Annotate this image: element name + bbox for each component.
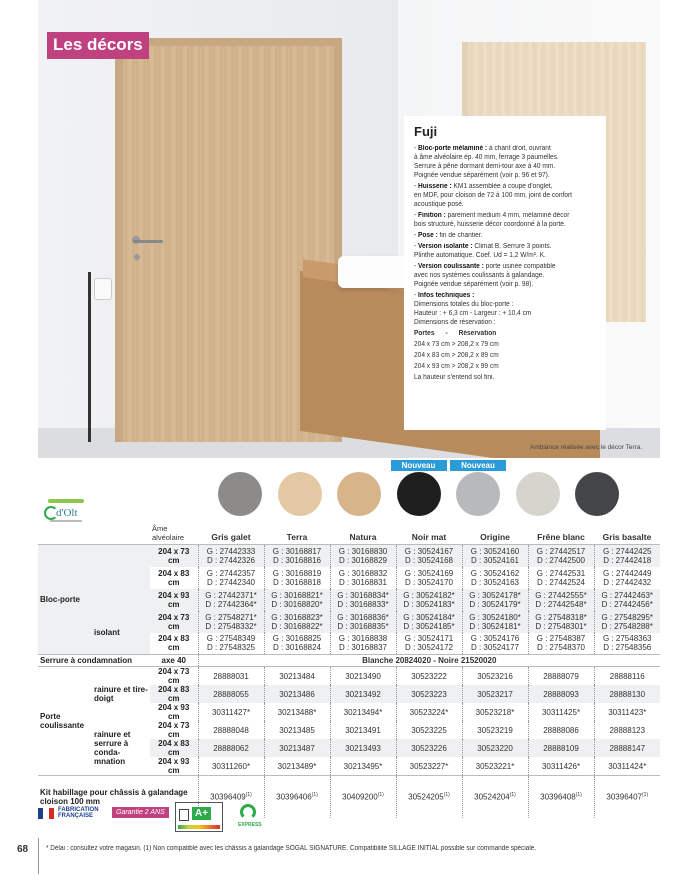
logo-underline (50, 520, 82, 522)
table-cell (396, 776, 462, 818)
table-cell (330, 776, 396, 818)
table-cell: G : 30168823* D : 30168822* (264, 611, 330, 633)
table-cell: 28888086 (528, 721, 594, 739)
color-swatches (150, 460, 660, 528)
kit-ref: 30396408 (540, 793, 576, 803)
kit-ref: 30524205 (408, 793, 444, 803)
column-header: Terra (286, 532, 308, 542)
table-cell: G : 27442357 D : 27442340 (198, 567, 264, 589)
axe-label: axe 40 (150, 655, 198, 667)
footnote-marker: (1) (509, 792, 516, 799)
product-spec-item: - Finition : parement medium 4 mm, mélaminé décor bois structuré, huisserie décor coordonné à la porte. (414, 212, 570, 228)
french-flag-icon (38, 808, 54, 819)
table-cell: 30523224* (396, 703, 462, 721)
spec-label: Version coulissante : (418, 263, 484, 270)
table-cell: 28888093 (528, 685, 594, 703)
page-title: Les décors (47, 32, 149, 59)
color-swatch (337, 472, 381, 516)
table-cell: 28888031 (198, 667, 264, 686)
logo-bar (48, 499, 84, 503)
table-cell: 30523226 (396, 739, 462, 757)
new-badge: Nouveau (391, 460, 447, 471)
spec-text: KM1 assemblée à coupe d'onglet, en MDF, pour cloison de 72 à 100 mm, joint de confort acoustique posé. (414, 183, 573, 208)
column-header: Frêne blanc (537, 532, 585, 542)
new-badge: Nouveau (450, 460, 506, 471)
table-cell: G : 30524169 D : 30524170 (396, 567, 462, 589)
kit-ref: 30396406 (276, 793, 312, 803)
table-cell: 30213494* (330, 703, 396, 721)
photo-caption: Ambiance réalisée avec le décor Terra. (530, 444, 643, 451)
fabrication-francaise: FABRICATION FRANÇAISE (58, 807, 99, 819)
table-row (38, 611, 660, 633)
reservation-row: 204 x 93 cm > 208,2 x 99 cm (414, 363, 499, 370)
keyhole (134, 254, 140, 260)
spec-text: Dimensions totales du bloc-porte : Hauteur : + 6,3 cm - Largeur : + 10,4 cm Dimensions de réservation : (414, 301, 532, 326)
row-size: 204 x 83 cm (158, 634, 190, 653)
footnote-marker: (1) (575, 792, 582, 799)
row-size: 204 x 93 cm (150, 589, 198, 611)
table-row (38, 721, 660, 739)
table-cell: G : 30524162 D : 30524163 (462, 567, 528, 589)
table-cell: 30523218* (462, 703, 528, 721)
table-cell: 30213490 (330, 667, 396, 686)
page-number: 68 (17, 844, 29, 855)
table-cell: G : 30168819 D : 30168818 (264, 567, 330, 589)
color-swatch (278, 472, 322, 516)
row-size: 204 x 93 cm (158, 703, 190, 721)
table-cell: G : 27442371* D : 27442364* (198, 589, 264, 611)
table-cell: G : 27442425 D : 27442418 (594, 545, 660, 567)
product-spec-item: - Version isolante : Climat B. Serrure 3 points. Plinthe automatique. Coef. Ud = 1,2 W/m². K. (414, 243, 552, 259)
group-label: Porte coulissante (38, 667, 92, 776)
table-cell: 30213489* (264, 757, 330, 776)
table-cell: G : 30524182* D : 30524183* (396, 589, 462, 611)
energy-label (175, 802, 223, 832)
row-size: 204 x 73 cm (158, 721, 190, 739)
table-cell: 30311425* (528, 703, 594, 721)
reservation-row: 204 x 73 cm > 208,2 x 79 cm (414, 341, 499, 348)
table-cell: G : 30168821* D : 30168820* (264, 589, 330, 611)
spec-text: parement medium 4 mm, mélaminé décor bois structuré, huisserie décor coordonné à la porte. (414, 212, 570, 228)
kit-ref: 30396407 (606, 793, 642, 803)
reservation-header: Portes - Réservation (414, 330, 497, 337)
table-cell: 30311423* (594, 703, 660, 721)
table-cell: 30213492 (330, 685, 396, 703)
table-cell: G : 30524171 D : 30524172 (396, 633, 462, 655)
table-cell: G : 30524178* D : 30524179* (462, 589, 528, 611)
table-cell: 30311427* (198, 703, 264, 721)
express-logo (238, 802, 260, 832)
table-cell: G : 27548363 D : 27548356 (594, 633, 660, 655)
table-row (38, 667, 660, 686)
footnote-marker: (1) (641, 792, 649, 799)
subgroup-label: rainure et tire-doigt (92, 667, 150, 722)
row-size: 204 x 73 cm (150, 667, 198, 686)
table-cell: G : 30524180* D : 30524181* (462, 611, 528, 633)
product-spec-item: - Version coulissante : porte usinée compatible avec nos systèmes coulissants à galandage. Poignée vendue séparément (voir p. 98). (414, 263, 556, 288)
serrure-refs: Blanche 20824020 - Noire 21520020 (198, 655, 660, 667)
table-cell: 30213491 (330, 721, 396, 739)
product-spec-item: - Huisserie : KM1 assemblée à coupe d'onglet, en MDF, pour cloison de 72 à 100 mm, joint de confort acoustique posé. (414, 183, 573, 208)
spec-text: fin de chantier. (437, 232, 483, 239)
table-cell: 30213493 (330, 739, 396, 757)
spec-text: à chant droit, ouvrant à âme alvéolaire ép. 40 mm, ferrage 3 paumelles. Serrure à pêne dormant demi-tour axe à 40 mm. Poignée vendue séparément (voir p. 96 et 97). (414, 145, 559, 179)
kit-ref: 30524204 (474, 793, 510, 803)
table-cell: 30523220 (462, 739, 528, 757)
product-spec-item: - Pose : fin de chantier. (414, 232, 483, 239)
table-cell: 28888147 (594, 739, 660, 757)
table-cell: 30523227* (396, 757, 462, 776)
express-text: EXPRESS (238, 822, 262, 828)
product-spec-item: - Infos techniques : Dimensions totales du bloc-porte : Hauteur : + 6,3 cm - Largeur : + 10,4 cm Dimensions de réservation : (414, 292, 532, 326)
toilet-paper-roll (94, 278, 112, 300)
table-cell: G : 27442333 D : 27442326 (198, 545, 264, 567)
table-cell: G : 30168838 D : 30168837 (330, 633, 396, 655)
core-label: Âme alvéolaire (152, 524, 185, 542)
color-swatch (516, 472, 560, 516)
table-cell: G : 27442449 D : 27442432 (594, 567, 660, 589)
table-cell: G : 30524160 D : 30524161 (462, 545, 528, 567)
table-cell: 30311424* (594, 757, 660, 776)
kit-ref: 30409200 (342, 793, 378, 803)
spec-text: Climat B. Serrure 3 points. Plinthe automatique. Coef. Ud = 1,2 W/m². K. (414, 243, 552, 259)
footnote-marker: (1) (443, 792, 450, 799)
group-label: Bloc-porte (38, 545, 92, 655)
table-cell: G : 27548295* D : 27548288* (594, 611, 660, 633)
table-cell: 30523222 (396, 667, 462, 686)
column-header: Gris basalte (602, 532, 652, 542)
table-cell: 30213495* (330, 757, 396, 776)
product-name: Fuji (414, 124, 438, 139)
table-cell: 30523217 (462, 685, 528, 703)
logo-text: d'Olt (56, 507, 78, 519)
express-arrow-icon (240, 804, 256, 820)
row-size: 204 x 93 cm (158, 757, 190, 775)
table-cell: G : 30168817 D : 30168816 (264, 545, 330, 567)
footnote: * Délai : consultez votre magasin. (1) Non compatible avec les châssis à galandage SOGAL SIGNATURE. Compatibilité SILLAGE INITIAL possible sur commande spéciale. (46, 845, 537, 852)
garantie-badge: Garantie 2 ANS (112, 807, 169, 818)
table-cell: G : 30524167 D : 30524168 (396, 545, 462, 567)
product-table (38, 524, 660, 818)
divider (38, 838, 39, 874)
row-size: 204 x 83 cm (150, 739, 198, 757)
subgroup-label: isolant (92, 611, 150, 655)
energy-rating: A+ (192, 807, 211, 820)
table-cell: G : 30168825 D : 30168824 (264, 633, 330, 655)
product-info-box (404, 116, 606, 430)
table-cell: 30523219 (462, 721, 528, 739)
subgroup-label: rainure et serrure à conda-mnation (94, 730, 131, 766)
group-label: Kit habillage pour châssis à galandage cloison 100 mm (38, 776, 198, 818)
column-header: Natura (349, 532, 377, 542)
table-cell: 30213487 (264, 739, 330, 757)
row-size: 204 x 83 cm (158, 568, 190, 587)
spec-label: Huisserie : (418, 183, 452, 190)
table-cell: 28888048 (198, 721, 264, 739)
table-row (38, 545, 660, 567)
table-cell: 30523223 (396, 685, 462, 703)
reservation-row: La hauteur s'entend sol fini. (414, 374, 495, 381)
spec-label: Bloc-porte mélaminé : (418, 145, 488, 152)
table-cell: 28888055 (198, 685, 264, 703)
table-cell: 30213486 (264, 685, 330, 703)
toilet-paper-stand (88, 272, 91, 442)
table-cell: 30213484 (264, 667, 330, 686)
table-cell: G : 27548318* D : 27548301* (528, 611, 594, 633)
color-swatch (218, 472, 262, 516)
table-cell (594, 776, 660, 818)
table-cell: G : 30524184* D : 30524185* (396, 611, 462, 633)
spec-label: Infos techniques : (418, 292, 475, 299)
table-cell: G : 27442555* D : 27442548* (528, 589, 594, 611)
table-cell: 30523225 (396, 721, 462, 739)
product-spec-item: - Bloc-porte mélaminé : à chant droit, ouvrant à âme alvéolaire ép. 40 mm, ferrage 3 paumelles. Serrure à pêne dormant demi-tour axe à 40 mm. Poignée vendue séparément (voir p. 96 et 97). (414, 145, 559, 179)
energy-bar (178, 825, 220, 829)
reservation-row: 204 x 83 cm > 208,2 x 89 cm (414, 352, 499, 359)
column-header: Noir mat (411, 532, 447, 542)
table-cell: 30523221* (462, 757, 528, 776)
kit-ref: 30396409 (210, 793, 246, 803)
table-cell: G : 27548387 D : 27548370 (528, 633, 594, 655)
group-label: Serrure à condamnation (38, 655, 150, 667)
color-swatch (456, 472, 500, 516)
spec-label: Version isolante : (418, 243, 473, 250)
table-cell: 28888109 (528, 739, 594, 757)
table-cell: G : 27548349 D : 27548325 (198, 633, 264, 655)
table-cell: 30523216 (462, 667, 528, 686)
table-cell: G : 30168834* D : 30168833* (330, 589, 396, 611)
table-cell: G : 27442463* D : 27442456* (594, 589, 660, 611)
table-cell: G : 27442517 D : 27442500 (528, 545, 594, 567)
row-size: 204 x 73 cm (150, 611, 198, 633)
table-cell: 28888079 (528, 667, 594, 686)
row-size: 204 x 83 cm (150, 685, 198, 703)
table-cell: 30213485 (264, 721, 330, 739)
spec-text: porte usinée compatible avec nos systèmes coulissants à galandage. Poignée vendue séparément (voir p. 98). (414, 263, 556, 288)
column-header: Origine (480, 532, 510, 542)
table-cell (528, 776, 594, 818)
table-cell: G : 27442531 D : 27442524 (528, 567, 594, 589)
table-cell: 30311426* (528, 757, 594, 776)
color-swatch (397, 472, 441, 516)
table-cell: 28888062 (198, 739, 264, 757)
door-handle (133, 240, 163, 243)
table-cell: G : 30168836* D : 30168835* (330, 611, 396, 633)
table-cell: G : 30524176 D : 30524177 (462, 633, 528, 655)
footnote-marker: (1) (377, 792, 384, 799)
table-cell (462, 776, 528, 818)
table-row (38, 655, 660, 667)
table-cell: G : 30168832 D : 30168831 (330, 567, 396, 589)
table-cell: 28888123 (594, 721, 660, 739)
footer-logos (38, 802, 338, 832)
row-size: 204 x 73 cm (150, 545, 198, 567)
footnote-marker: (1) (245, 792, 252, 799)
dolt-logo (42, 498, 90, 524)
house-icon (179, 809, 189, 821)
group-spacer (92, 545, 150, 611)
color-swatch (575, 472, 619, 516)
table-cell: 30213488* (264, 703, 330, 721)
table-cell: 28888130 (594, 685, 660, 703)
table-cell: 30311260* (198, 757, 264, 776)
table-cell: G : 27548271* D : 27548332* (198, 611, 264, 633)
table-cell: G : 30168830 D : 30168829 (330, 545, 396, 567)
spec-label: Finition : (418, 212, 446, 219)
footnote-marker: (1) (311, 792, 318, 799)
column-header: Gris galet (211, 532, 251, 542)
spec-label: Pose : (418, 232, 438, 239)
table-cell: 28888116 (594, 667, 660, 686)
